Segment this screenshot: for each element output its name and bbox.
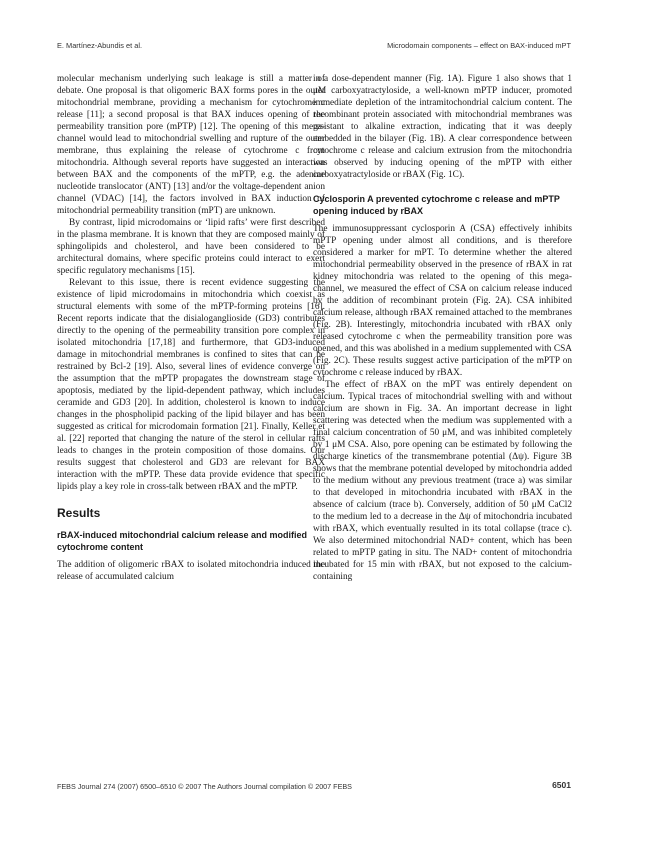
section-heading-results: Results: [57, 506, 101, 520]
running-header-title: Microdomain components – effect on BAX-induced mPT: [387, 41, 571, 50]
footer-citation: FEBS Journal 274 (2007) 6500–6510 © 2007 The Authors Journal compilation © 2007 FEBS: [57, 782, 352, 791]
paragraph: molecular mechanism underlying such leakage is still a matter of debate. One proposal is that oligomeric BAX forms pores in the outer mitochondrial membrane, providing a mechanism for cytochrome c release [11]; a second proposal is that BAX induces opening of the permeability transition pore (mPTP) [12]. The opening of this mega-channel would lead to mitochondrial swelling and rupture of the outer membrane, thus explaining the release of cytochrome c from mitochondria. Although several reports have suggested an interaction between BAX and the components of the mPTP, e.g. the adenine nucleotide translocator (ANT) [13] and/or the voltage-dependent anion channel (VDAC) [14], the factors involved in BAX induction of mitochondrial permeability transition (mPT) are unknown.: [57, 74, 325, 216]
paragraph: in a dose-dependent manner (Fig. 1A). Figure 1 also shows that 1 μM carboxyatractyloside, a well-known mPTP inducer, promoted immediate depletion of the intramitochondrial calcium content. The recombinant protein associated with mitochondrial membranes was resistant to alkaline extraction, indicating that it was deeply embedded in the bilayer (Fig. 1B). A clear correspondence between cytochrome c release and calcium extrusion from the mitochondria was observed by inducing opening of the mPTP with either carboxyatractyloside or rBAX (Fig. 1C).: [313, 74, 572, 180]
paragraph: The effect of rBAX on the mPT was entirely dependent on calcium. Typical traces of mitochondrial swelling with and without calcium are shown in Fig. 3A. An important decrease in light scattering was detected when the medium was supplemented with a final calcium concentration of 50 μM, and was inhibited completely by 1 μM CSA. Also, pore opening can be estimated by following the discharge kinetics of the transmembrane potential (Δψ). Figure 3B shows that the membrane potential developed by mitochondria added to the medium without any previous treatment (trace a) was similar to that developed in mitochondria incubated with rBAX in the absence of calcium (trace b). Conversely, addition of 50 μM CaCl2 to the medium led to a decrease in the Δψ of mitochondria incubated with rBAX, which eventually resulted in its total collapse (trace c). We also determined mitochondrial NAD+ content, which has been related to mPTP gating in situ. The NAD+ content of mitochondria incubated for 15 min with rBAX, but not exposed to the calcium-containing: [313, 380, 572, 582]
page-number: 6501: [552, 780, 571, 790]
paragraph: The addition of oligomeric rBAX to isolated mitochondria induced the release of accumulated calcium: [57, 560, 325, 582]
paragraph: Relevant to this issue, there is recent evidence suggesting the existence of lipid microdomains in mitochondria which coexist as structural elements with some of the mPTP-forming proteins [16]. Recent reports indicate that the disialoganglioside (GD3) contributes directly to the opening of the permeability transition pore complex in isolated mitochondria [17,18] and furthermore, that GD3-induced damage in mitochondrial membranes is confined to sites that can be restrained by Bcl-2 [19]. Also, several lines of evidence converge on the assumption that the mPTP propagates the downstream stage of apoptosis, mediated by the lipid-dependent pathway, which includes ceramide and GD3 [20]. In addition, cholesterol is known to induce changes in the phospholipid packing of the lipid bilayer and has been suggested as critical for microdomain formation [21]. Finally, Keller et al. [22] reported that changing the nature of the sterol in cellular rafts leads to changes in the protein composition of those domains. Our results suggest that cholesterol and GD3 are relevant for BAX interaction with the mPTP. These data provide evidence that specific lipids play a key role in cross-talk between rBAX and the mPTP.: [57, 278, 325, 492]
subsection-heading: Cyclosporin A prevented cytochrome c release and mPTP opening induced by rBAX: [313, 194, 560, 216]
paragraph: The immunosuppressant cyclosporin A (CSA) effectively inhibits mPTP opening under almost all conditions, and is therefore considered a marker for mPT. To determine whether the altered mitochondrial permeability observed in the presence of rBAX in rat kidney mitochondria was related to the opening of this mega-channel, we measured the effect of CSA on calcium release induced by the addition of recombinant protein (Fig. 2A). CSA inhibited calcium release, although rBAX remained attached to the membranes (Fig. 2B). Interestingly, mitochondria incubated with rBAX only released cytochrome c when the permeability transition pore was opened, and this was abolished in a medium supplemented with CSA (Fig. 2C). These results suggest active participation of the mPTP on cytochrome c release induced by rBAX.: [313, 224, 572, 378]
running-header-authors: E. Martínez-Abundis et al.: [57, 41, 143, 50]
right-column: [313, 73, 572, 583]
left-column: [57, 73, 325, 583]
paragraph: By contrast, lipid microdomains or ‘lipid rafts’ were first described in the plasma membrane. It is known that they are composed mainly of sphingolipids and cholesterol, and have been considered to be architectural domains, where specific proteins could interact to exert specific regulatory mechanisms [15].: [57, 218, 325, 276]
subsection-heading: rBAX-induced mitochondrial calcium release and modified cytochrome content: [57, 530, 308, 552]
